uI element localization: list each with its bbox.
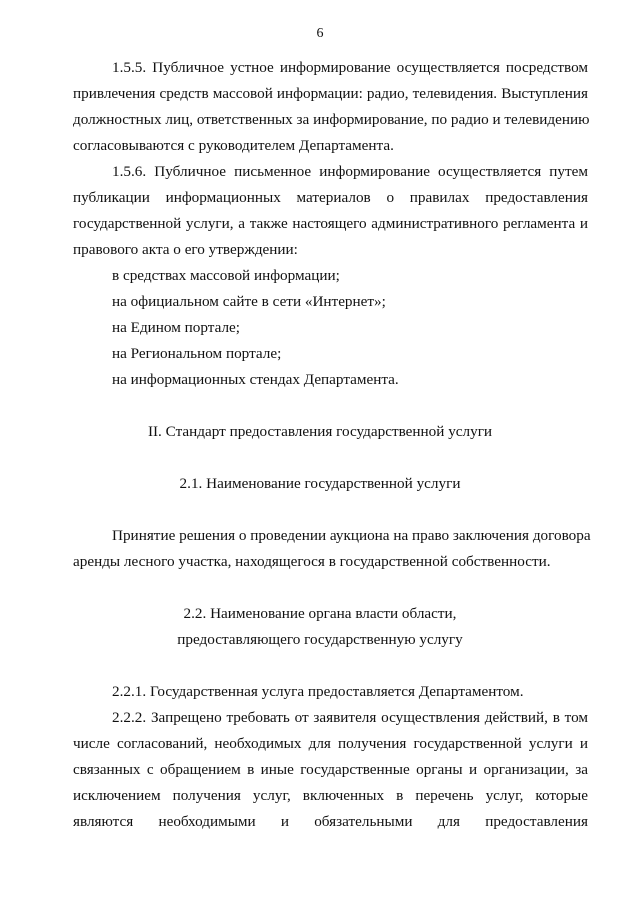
paragraph-1-5-6-line-1: 1.5.6. Публичное письменное информирование осуществляется путем [112, 163, 588, 180]
list-item: на Едином портале; [112, 319, 240, 336]
paragraph-1-5-6-line-2: публикации информационных материалов о правилах предоставления [73, 189, 588, 206]
paragraph-2-1-line-1: Принятие решения о проведении аукциона на право заключения договора [112, 527, 591, 544]
subsection-2-2-heading-line-2: предоставляющего государственную услугу [177, 631, 463, 648]
paragraph-1-5-6-line-4: правового акта о его утверждении: [73, 241, 298, 258]
subsection-2-2-heading-line-1: 2.2. Наименование органа власти области, [183, 605, 457, 622]
paragraph-1-5-5-line-2: привлечения средств массовой информации: радио, телевидения. Выступления [73, 85, 588, 102]
paragraph-1-5-5-line-1: 1.5.5. Публичное устное информирование осуществляется посредством [112, 59, 588, 76]
paragraph-2-2-2-line-5: являются необходимыми и обязательными для предоставления [73, 813, 588, 830]
paragraph-1-5-5-line-4: согласовываются с руководителем Департамента. [73, 137, 394, 154]
list-item: на информационных стендах Департамента. [112, 371, 399, 388]
paragraph-2-2-2-line-4: исключением получения услуг, включенных в перечень услуг, которые [73, 787, 588, 804]
page-number: 6 [316, 26, 324, 41]
paragraph-1-5-5-line-3: должностных лиц, ответственных за информирование, по радио и телевидению [73, 111, 590, 128]
paragraph-2-2-2-line-1: 2.2.2. Запрещено требовать от заявителя осуществления действий, в том [112, 709, 588, 726]
subsection-2-1-heading: 2.1. Наименование государственной услуги [179, 475, 461, 492]
list-item: на Региональном портале; [112, 345, 282, 362]
paragraph-2-1-line-2: аренды лесного участка, находящегося в государственной собственности. [73, 553, 551, 570]
paragraph-2-2-2-line-3: связанных с обращением в иные государственные органы и организации, за [73, 761, 588, 778]
paragraph-2-2-1: 2.2.1. Государственная услуга предоставляется Департаментом. [112, 683, 524, 700]
paragraph-2-2-2-line-2: числе согласований, необходимых для получения государственной услуги и [73, 735, 588, 752]
paragraph-1-5-6-line-3: государственной услуги, а также настоящего административного регламента и [73, 215, 588, 232]
section-2-heading: II. Стандарт предоставления государственной услуги [147, 423, 493, 440]
list-item: на официальном сайте в сети «Интернет»; [112, 293, 386, 310]
list-item: в средствах массовой информации; [112, 267, 340, 284]
